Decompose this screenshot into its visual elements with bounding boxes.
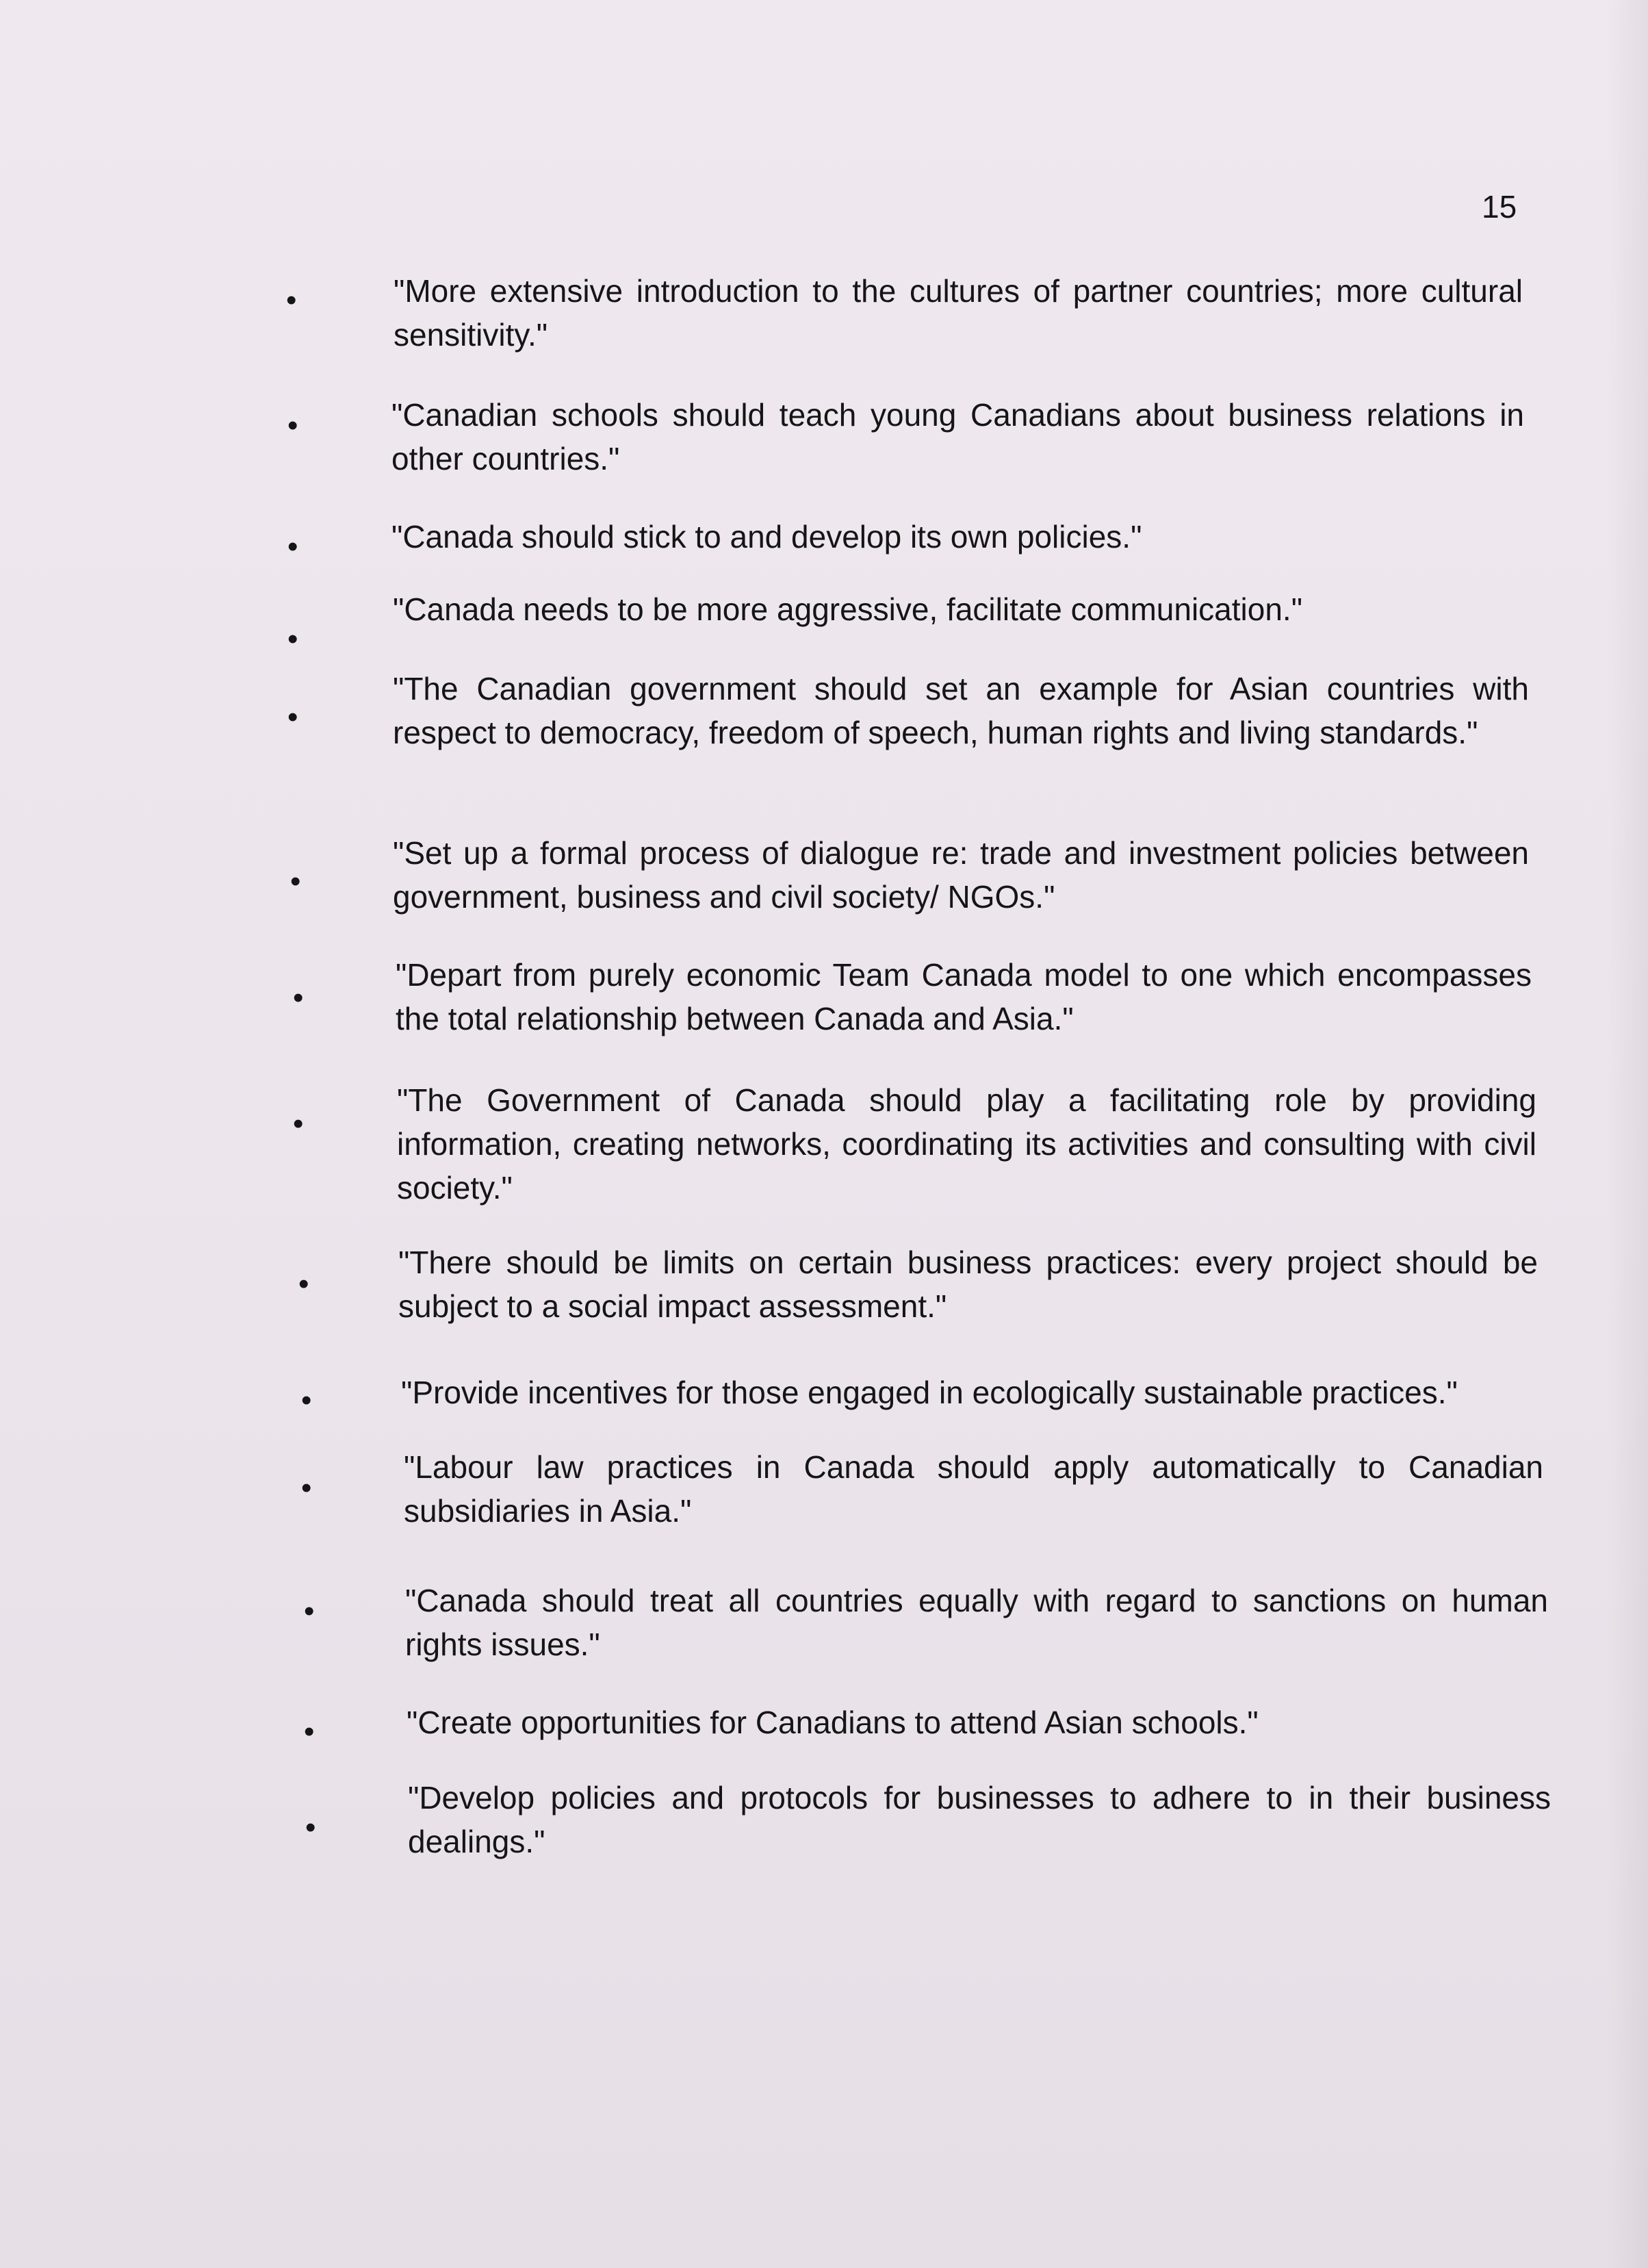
list-item-text: "The Canadian government should set an example for Asian countries with respect to democracy, freedom of speech, human rights and living standards." xyxy=(393,671,1529,750)
bullet-icon: • xyxy=(287,700,298,734)
list-item-text: "More extensive introduction to the cultures of partner countries; more cultural sensitivity." xyxy=(394,273,1523,353)
bullet-icon: • xyxy=(301,1471,312,1505)
list-item-text: "Develop policies and protocols for businesses to adhere to in their business dealings." xyxy=(408,1780,1551,1859)
bullet-icon: • xyxy=(298,1267,309,1301)
list-item-text: "Depart from purely economic Team Canada model to one which encompasses the total relationship between Canada and Asia." xyxy=(396,957,1532,1036)
page-edge-shadow xyxy=(1607,0,1648,2268)
bullet-icon: • xyxy=(304,1594,315,1628)
bullet-icon: • xyxy=(290,865,301,898)
list-item-text: "Canada should treat all countries equally with regard to sanctions on human rights issues." xyxy=(405,1583,1548,1662)
page-number: 15 xyxy=(1482,189,1517,225)
list-item-text: "Set up a formal process of dialogue re: trade and investment policies between government, business and civil society/ NGOs." xyxy=(393,835,1529,915)
bullet-icon: • xyxy=(286,283,297,317)
list-item-text: "The Government of Canada should play a facilitating role by providing information, creating networks, coordinating its activities and consulting with civil society." xyxy=(397,1082,1536,1206)
list-item-text: "Provide incentives for those engaged in ecologically sustainable practices." xyxy=(401,1375,1458,1410)
list-item-text: "Canada needs to be more aggressive, facilitate communication." xyxy=(393,591,1303,627)
bullet-icon: • xyxy=(304,1715,315,1748)
bullet-icon: • xyxy=(305,1811,316,1844)
list-item-text: "Labour law practices in Canada should apply automatically to Canadian subsidiaries in Asia." xyxy=(404,1449,1543,1529)
bullet-icon: • xyxy=(287,622,298,656)
list-item-text: "There should be limits on certain business practices: every project should be subject to a social impact assessment." xyxy=(398,1245,1538,1324)
list-item-text: "Canadian schools should teach young Canadians about business relations in other countries." xyxy=(391,397,1524,476)
list-item-text: "Canada should stick to and develop its own policies." xyxy=(391,519,1142,555)
list-item-text: "Create opportunities for Canadians to attend Asian schools." xyxy=(407,1705,1259,1740)
bullet-icon: • xyxy=(287,409,298,442)
bullet-icon: • xyxy=(293,981,304,1015)
bullet-icon: • xyxy=(293,1107,304,1141)
bullet-icon: • xyxy=(301,1384,312,1417)
bullet-icon: • xyxy=(287,530,298,563)
